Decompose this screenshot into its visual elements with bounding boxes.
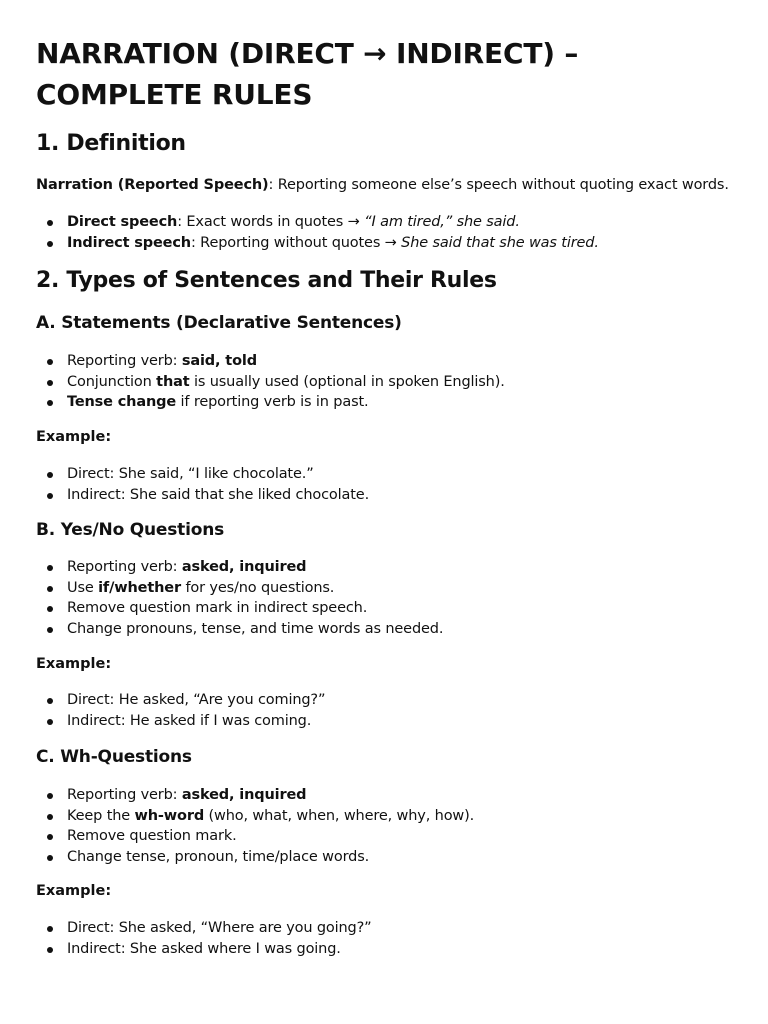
title-line-2: COMPLETE RULES: [36, 78, 313, 111]
list-item: Change pronouns, tense, and time words as needed.: [36, 619, 748, 640]
example-item: Indirect: She asked where I was going.: [36, 939, 748, 960]
bullet-icon: [47, 400, 53, 406]
subsection-b-examples: [36, 690, 748, 731]
example-item: Indirect: He asked if I was coming.: [36, 711, 748, 732]
bullet-icon: [47, 926, 53, 932]
subsection-c-rules: [36, 785, 748, 867]
list-item: Tense change if reporting verb is in past.: [36, 392, 748, 413]
bullet-icon: [47, 493, 53, 499]
subsection-c-heading: C. Wh-Questions: [36, 747, 192, 767]
definition-paragraph: [36, 175, 748, 195]
item-term: Direct speech: [67, 214, 178, 230]
bullet-icon: [47, 472, 53, 478]
example-label: Example:: [36, 883, 112, 899]
item-example: She said that she was tired.: [401, 234, 599, 251]
list-item: [36, 233, 748, 254]
subsection-b-rules: [36, 557, 748, 639]
title-line-1: NARRATION (DIRECT → INDIRECT) –: [36, 37, 579, 70]
item-text: : Reporting without quotes →: [190, 234, 402, 251]
bullet-icon: [47, 380, 53, 386]
bullet-icon: [47, 565, 53, 571]
definition-list: [36, 212, 748, 253]
bullet-icon: [47, 359, 53, 365]
item-term: Indirect speech: [67, 234, 191, 251]
bullet-icon: [47, 241, 53, 247]
definition-text: : Reporting someone else’s speech without quoting exact words.: [268, 177, 729, 193]
subsection-a-examples: [36, 464, 748, 505]
item-text: : Exact words in quotes →: [177, 214, 365, 230]
bullet-icon: [47, 719, 53, 725]
list-item: Change tense, pronoun, time/place words.: [36, 847, 748, 868]
subsection-c-examples: [36, 918, 748, 959]
definition-term: Narration (Reported Speech): [36, 177, 269, 193]
example-item: Direct: He asked, “Are you coming?”: [36, 690, 748, 711]
list-item: Conjunction that is usually used (optional in spoken English).: [36, 372, 748, 393]
page-title: [36, 33, 736, 115]
bullet-icon: [47, 814, 53, 820]
subsection-b-heading: B. Yes/No Questions: [36, 520, 225, 540]
example-item: Indirect: She said that she liked chocolate.: [36, 485, 748, 506]
example-item: Direct: She said, “I like chocolate.”: [36, 464, 748, 485]
bullet-icon: [47, 586, 53, 592]
bullet-icon: [47, 793, 53, 799]
list-item: [36, 212, 748, 233]
section-1-heading: 1. Definition: [36, 131, 186, 156]
bullet-icon: [47, 947, 53, 953]
bullet-icon: [47, 855, 53, 861]
bullet-icon: [47, 220, 53, 226]
list-item: Reporting verb: asked, inquired: [36, 557, 748, 578]
section-2-heading: 2. Types of Sentences and Their Rules: [36, 268, 497, 293]
list-item: Use if/whether for yes/no questions.: [36, 578, 748, 599]
example-item: Direct: She asked, “Where are you going?”: [36, 918, 748, 939]
subsection-a-heading: A. Statements (Declarative Sentences): [36, 313, 402, 333]
bullet-icon: [47, 627, 53, 633]
list-item: Remove question mark.: [36, 826, 748, 847]
list-item: Remove question mark in indirect speech.: [36, 598, 748, 619]
bullet-icon: [47, 606, 53, 612]
subsection-a-rules: [36, 351, 748, 413]
bullet-icon: [47, 834, 53, 840]
example-label: Example:: [36, 429, 112, 445]
list-item: Keep the wh-word (who, what, when, where, why, how).: [36, 806, 748, 827]
example-label: Example:: [36, 656, 112, 672]
list-item: Reporting verb: asked, inquired: [36, 785, 748, 806]
bullet-icon: [47, 698, 53, 704]
list-item: Reporting verb: said, told: [36, 351, 748, 372]
item-example: “I am tired,” she said.: [364, 214, 520, 230]
